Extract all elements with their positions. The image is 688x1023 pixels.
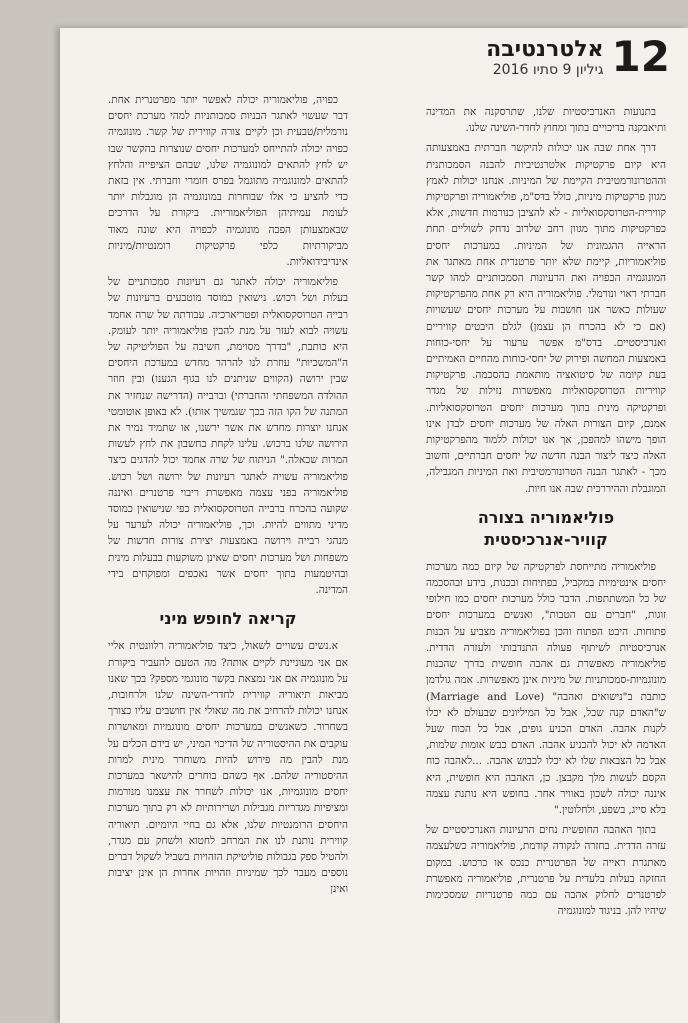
- magazine-page: [60, 28, 688, 1023]
- page-header: [486, 32, 670, 81]
- paragraph: פוליאמוריה מתייחסת לפרקטיקה של קיום כמה מערכות יחסים אינטימיות במקביל, בפתיחות ובכנות, בידע ובהסכמה של כל המשתתפות. הדבר כולל מערכות יחסים כמו חילופי זוגות, "חברים עם הטבות", ואנשים במערכות יחסים פתוחות. היבט הפתוח והכן בפוליאמוריה מצביע על הבנות אנרכיסטיות לשיתוף פעולה התנדבותי ולעזרה הדדית. פוליאמוריה מאפשרת גם אהבה חופשית בדרך שהבנות מונוגמיות-סמכותניות של מיניות אינן מאפשרות. אמה גולדמן כותבת ב"נישואים ואהבה" (Marriage and Love) ש"האדם קנה שכל, אבל כל המיליונים שבעולם לא יכלו לקנות אהבה. האדם הכניע גופים, אבל כל הכוח שעל האדמה לא יכול להכניע אהבה. האדם כבש אומות שלמות, אבל כל הצבאות שלו לא יכלו לכבוש אהבה. ...לאהבה כוח הקסם לעשות מלך מקבצן. כן, האהבה היא חופשית, היא איננה יכולה לשכון באוויר אחר. בחופש היא נותנת עצמה בלא סייג, בשפע, ולחלוטין.": [426, 560, 666, 816]
- section-heading: קריאה לחופש מיני: [159, 609, 297, 629]
- left-column: [108, 92, 348, 902]
- page-number: 12: [611, 32, 670, 81]
- paragraph: בתנועות האנרכיסטיות שלנו, שתרסקנה את המדינה ותיאבקנה בדיכויים בתוך ומחוץ לחדר-השינה שלנו.: [426, 106, 666, 135]
- magazine-title: אלטרנטיבה: [486, 37, 604, 62]
- paragraph: בתוך האהבה החופשית נחים הרעיונות האנרכיסטיים של עזרה הדדית. בחזרה לנקודה קודמת, פוליאמוריה כשלעצמה מאתגרת ראייה של הפרטנרית כנכס או כרכוש. במקום החזקה בעלות בלעדית על פרטנרית, פוליאמוריה מאפשרת לפרטנרים לחלוק אהבה עם כמה פרטנריות שמסכימות שיהיו להן. בניגוד למונוגמיה: [426, 824, 666, 918]
- magazine-masthead: [486, 38, 603, 78]
- issue-info: גיליון 9 סתיו 2016: [492, 62, 604, 78]
- right-column: [426, 104, 666, 923]
- paragraph: פוליאמוריה יכולה לאתגר גם רעיונות סמכותניים של בעלות ושל רכוש. נישואין כמוסד מוטבעים ברעיונות של רבייה הטרוסקסואלית ופטריארכיה. עבודתה של שרה אחמד עשויה לבוא לעזר על מנת להבין פוליאמוריה יותר לעומק. היא כותבת, "בדרך מסוימת, חשיבה על הפוליטיקה של ה"המשכיות" עוזרת לנו להרהר מחדש במערכת היחסים שבין ירושה (הקווים שניתנים לנו בגוף הגענו) ובין חוזר ההולדה המשפחתי והחברתי) וברבייה (הדרישה שנחזיר את המתנה של הקו הזה בכך שנמשיך אותו). לא באופן אוטומטי אנחנו יוצרות מחדש את אשר ירשנו, או שתמיד נמיר את הירושה שלנו ברכוש. עלינו לקחת בחשבון את לחץ לעשות המרות שכאלה." הניתוח של שרה אחמד יכול להדגים כיצד פוליאמוריה עשויה לאתגר רעיונות של ירושה ושל רכוש. פוליאמוריה בפני עצמה מאפשרת ריבוי פרטנרים ואיננה שקועה בהכרח ברבייה הטרוסקסואלית כפי שנישואין כמוסד מדיני מתווים להיות. וכך, פוליאמוריה יכולה לערער על מנהגי רבייה וירושה באמצעות יצירת צורות חדשות של משפחות ושל מערכות יחסים שאינן משוקעות בבעלות מינית ובהיטמעות בתוך יחסים אשר נאכפים ומפוקחים בידי המדינה.: [108, 276, 348, 597]
- paragraph: דרך אחת שבה אנו יכולות להיקשר חברתית באמצעותה היא קיום פרקטיקות אלטרנטיביות להבנה הסמכותנית וההטרונורמטיבית הקיימת של המיניות. אנחנו יכולות לאמץ מגוון פרקטיקות מיניות, כולל בדס"מ, פוליאמוריה ופרקטיקות קווירית-הטרוסקסואליות - לא להציבן כנורמות חדשות, אלא כפרקטיקות מתוך מגוון רחב שלרוב נדחק לשוליים תחת הראייה ההגמונית של המיניות. במערכות יחסים פוליאמוריות, קיימת שלא יותר פרטנרית אחת מאתגר את המונוגמיה הכפויה ואת הרעיונות הסמכותניים למהו קשר חברתי ראוי ונורמלי. פוליאמוריה היא רק אחת מהפרקטיקות שעולות כאשר אנו חושבות על מערכות יחסים שעשויות (אם כי לא בהכרח הן עצמן) לגלם היבטים קוויריים ואנרכיסטיים. בדס"מ אפשר ערעור על יחסי-כוחות באמצעות המחשה ופירוק של יחסי-כוחות מהחיים האמיתיים בעת קיומה של סיטואציה מותאמת בהסכמה. פרקטיקות קוויריות הטרוסקסואליות מאפשרות נזילות של מגדר ופרקטיקה מינית בתוך מערכות יחסים הטרוסקסואליות. אמנם, קיום הצורות האלה של מערכות יחסים לבדן אינו הופך מישהו למהפכן, אך אנו יכולות ללמוד מהפרקטיקות האלה כיצד ליצור הבנה חדשה של יחסים חברתיים, וחשוב מכך - לאתגר הבנה הטרונורמטיבית ואת המיניות המגבילה, המוגבלת וההיררכית שבה אנו חיות.: [426, 142, 666, 495]
- paragraph: א.נשים עשויים לשאול, כיצד פוליאמוריה רלוונטית אליי אם אני מעוניינת לקיים אותה? מה הטעם להעביר ביקורת על מונוגמיה אם אני נמצאת בקשר מונוגמי מספק? בכך שאנו מביאות תיאוריה קווירית לחדרי-השינה שלנו ולרחובות, אנחנו יכולות להרחיב את מה שאולי אין חושבים עליו כצורך בשחרור. כשאנשים במערכות יחסים מונוגמיות ומאושרות עוקבים את ההיסטוריה של הדיכוי המיני, יש בידם הכלים על מנת להבין מה פירוש להיות משוחרר מינית למרות ההיסטוריה שלהם. אף כשהם בוחרים להישאר במערכות יחסים מונוגמיות, אנו יכולות לשחרר את עצמנו מנורמות ומציפיות מגדריות מגבילות ושרירותיות לא רק בתוך מערכות היחסים הרומנטיות שלנו, אלא גם בחיי היומיום. תיאוריה קווירית נותנת לנו את המרחב לחטוא ולשחק עם מגדר, ולהטיל ספק בגבולות פוליטיקת הזהויות בשביל לשקול דברים נוספים מעבר לכך שמיניות וזהויות אחרות הן אינן יציבות ואינן: [108, 640, 348, 896]
- section-heading: פוליאמוריה בצורה קוויר-אנרכיסטית: [477, 507, 615, 549]
- paragraph: כפויה, פוליאמוריה יכולה לאפשר יותר מפרטנרית אחת. דבר שעשוי לאתגר הבניות סמכותניות למהי מערכת יחסים נורמלית/טבעית וכן לקיים צורה קווירית של קשר. מונוגמיה כפויה יכולה להתייחס למערכות יחסים שנוצרות בהקשר שבו יש לחץ להתאים למונוגמיה שלנו, שבהם הציפייה והלחץ להתאים למונוגמיה מתוגמל בפרס חומרי וחברתי. אין בזאת כדי להציע כי אלו שבוחרות במונוגמיה הן מוגבלות יותר לעומת עמיתיהן הפוליאמוריות. ביקורת על הדרכים שבאמצעותן הפכה מונוגמיה לכפויה היא שונה מאוד מביקורתיות כלפי פרקטיקות רומנטיות/מיניות אינדיבידואליות.: [108, 94, 348, 269]
